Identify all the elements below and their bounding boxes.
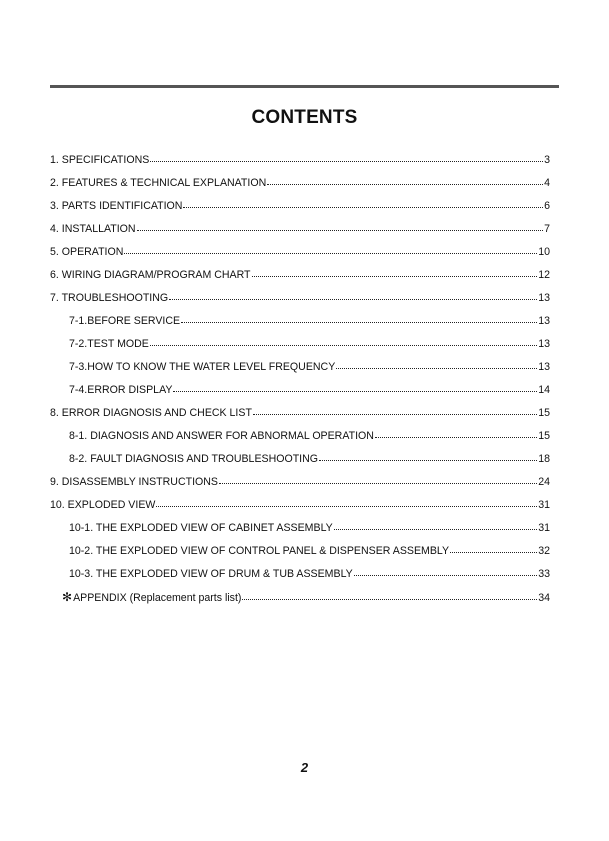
- toc-entry-label: 7. TROUBLESHOOTING: [50, 292, 169, 304]
- toc-subentry[interactable]: [50, 520, 550, 543]
- dot-leader: [181, 313, 537, 323]
- toc-entry[interactable]: [50, 198, 550, 221]
- toc-entry-page: 12: [538, 269, 550, 281]
- toc-entry[interactable]: [50, 244, 550, 267]
- toc-entry-label: 5. OPERATION: [50, 246, 124, 258]
- toc-entry-page: 13: [538, 361, 550, 373]
- toc-entry-label: APPENDIX (Replacement parts list): [73, 592, 242, 604]
- toc-subentry[interactable]: [50, 543, 550, 566]
- toc-entry-label: 4. INSTALLATION: [50, 223, 136, 235]
- dot-leader: [267, 175, 543, 185]
- dot-leader: [253, 405, 537, 415]
- dot-leader: [150, 152, 543, 162]
- toc-subentry[interactable]: [50, 566, 550, 589]
- toc-entry-page: 31: [538, 499, 550, 511]
- toc-entry-page: 18: [538, 453, 550, 465]
- toc-entry[interactable]: [50, 221, 550, 244]
- toc-entry-label: 6. WIRING DIAGRAM/PROGRAM CHART: [50, 269, 251, 281]
- toc-entry-label: 10-3. THE EXPLODED VIEW OF DRUM & TUB ASSEMBLY: [69, 568, 353, 580]
- toc-entry-label: 8. ERROR DIAGNOSIS AND CHECK LIST: [50, 407, 252, 419]
- header-rule: [50, 85, 559, 88]
- dot-leader: [354, 566, 537, 576]
- toc-entry[interactable]: [50, 152, 550, 175]
- toc-entry-label: 10-2. THE EXPLODED VIEW OF CONTROL PANEL & DISPENSER ASSEMBLY: [69, 545, 450, 557]
- toc-entry-label: 9. DISASSEMBLY INSTRUCTIONS: [50, 476, 218, 488]
- dot-leader: [242, 590, 537, 600]
- toc-entry-page: 34: [538, 592, 550, 604]
- toc-entry-label: 1. SPECIFICATIONS: [50, 154, 150, 166]
- table-of-contents: [50, 152, 550, 612]
- toc-subentry[interactable]: [50, 336, 550, 359]
- toc-entry[interactable]: [50, 290, 550, 313]
- dot-leader: [219, 474, 537, 484]
- toc-entry-page: 15: [538, 430, 550, 442]
- dot-leader: [450, 543, 537, 553]
- toc-entry-label: 8-1. DIAGNOSIS AND ANSWER FOR ABNORMAL OPERATION: [69, 430, 374, 442]
- toc-entry-page: 10: [538, 246, 550, 258]
- toc-subentry[interactable]: [50, 428, 550, 451]
- dot-leader: [169, 290, 537, 300]
- toc-entry[interactable]: [50, 405, 550, 428]
- dot-leader: [173, 382, 537, 392]
- dot-leader: [183, 198, 543, 208]
- toc-entry-label: 10. EXPLODED VIEW: [50, 499, 156, 511]
- toc-entry-page: 3: [544, 154, 550, 166]
- dot-leader: [319, 451, 537, 461]
- toc-subentry[interactable]: [50, 359, 550, 382]
- toc-entry-page: 14: [538, 384, 550, 396]
- toc-entry-page: 4: [544, 177, 550, 189]
- toc-subentry[interactable]: [50, 382, 550, 405]
- toc-entry-page: 31: [538, 522, 550, 534]
- dot-leader: [375, 428, 537, 438]
- toc-entry-page: 13: [538, 292, 550, 304]
- toc-entry-label: 2. FEATURES & TECHNICAL EXPLANATION: [50, 177, 267, 189]
- toc-entry-label: 7-3.HOW TO KNOW THE WATER LEVEL FREQUENCY: [69, 361, 336, 373]
- dot-leader: [150, 336, 537, 346]
- toc-subentry[interactable]: [50, 451, 550, 474]
- dot-leader: [156, 497, 537, 507]
- toc-entry-page: 33: [538, 568, 550, 580]
- toc-entry-page: 13: [538, 338, 550, 350]
- toc-entry[interactable]: [50, 175, 550, 198]
- toc-subentry[interactable]: [50, 313, 550, 336]
- dot-leader: [334, 520, 537, 530]
- toc-entry-page: 24: [538, 476, 550, 488]
- page-number: 2: [300, 760, 309, 775]
- toc-entry-label: 7-2.TEST MODE: [69, 338, 149, 350]
- toc-entry-label: 3. PARTS IDENTIFICATION: [50, 200, 183, 212]
- dot-leader: [124, 244, 537, 254]
- toc-entry-page: 7: [544, 223, 550, 235]
- toc-entry[interactable]: [50, 497, 550, 520]
- toc-appendix-entry[interactable]: [50, 589, 550, 612]
- dot-leader: [137, 221, 544, 231]
- page-title: CONTENTS: [251, 107, 358, 128]
- asterisk-icon: ✻: [62, 590, 73, 604]
- toc-entry-page: 13: [538, 315, 550, 327]
- toc-entry[interactable]: [50, 267, 550, 290]
- toc-entry[interactable]: [50, 474, 550, 497]
- toc-entry-page: 6: [544, 200, 550, 212]
- toc-entry-label: 7-4.ERROR DISPLAY: [69, 384, 173, 396]
- toc-entry-page: 32: [538, 545, 550, 557]
- dot-leader: [336, 359, 537, 369]
- toc-entry-label: 10-1. THE EXPLODED VIEW OF CABINET ASSEMBLY: [69, 522, 333, 534]
- toc-entry-label: 7-1.BEFORE SERVICE: [69, 315, 181, 327]
- toc-entry-label: 8-2. FAULT DIAGNOSIS AND TROUBLESHOOTING: [69, 453, 319, 465]
- toc-entry-page: 15: [538, 407, 550, 419]
- dot-leader: [252, 267, 538, 277]
